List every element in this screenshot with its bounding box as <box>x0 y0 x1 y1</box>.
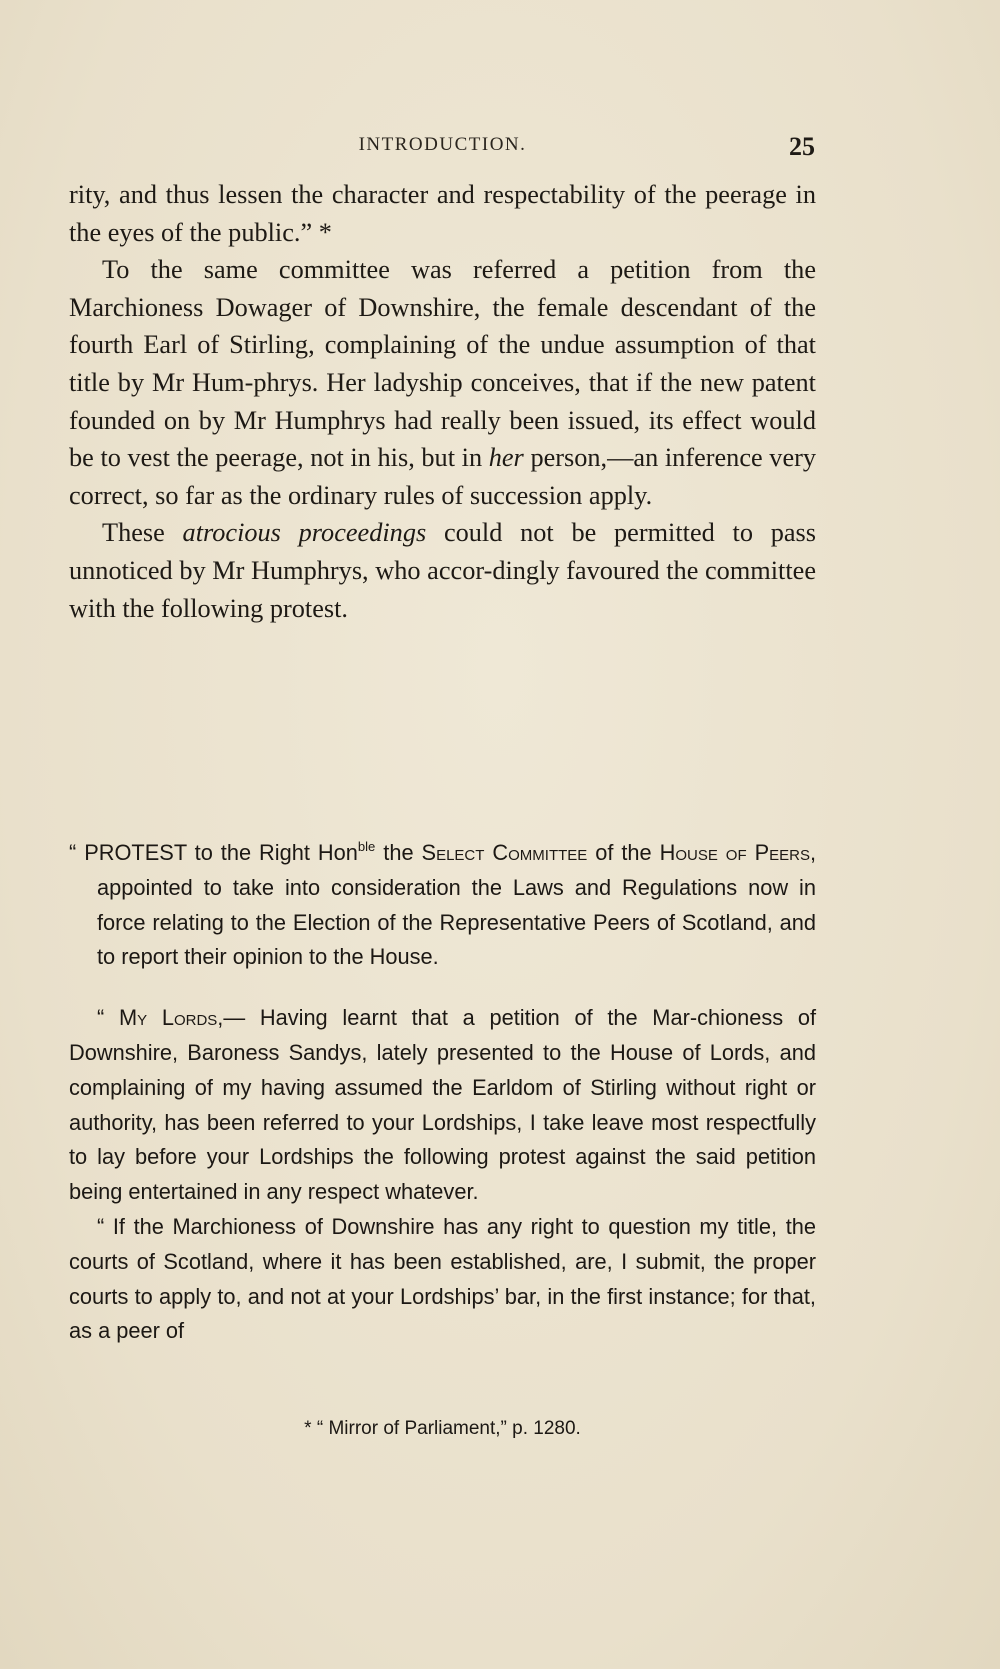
emphasis-her: her <box>488 443 524 473</box>
superscript-ble: ble <box>357 838 376 854</box>
page-header <box>70 128 815 164</box>
protest-paragraph-text: — Having learnt that a petition of the Mar-chioness of Downshire, Baroness Sandys, lately presented to the House of Lords, and complaining of my having assumed the Earldom of Stirling without right or authority, has been referred to your Lordships, I take leave most respectfully to lay before your Lordships the following protest against the said petition being entertained in any respect whatever. <box>69 1005 817 1205</box>
protest-heading-text: of the <box>595 840 652 865</box>
protest-heading-text: appointed to take into consideration the Laws and Regulations now in force relating to the Election of the Representative Peers of Scotland, and to report their opinion to the House. <box>97 874 816 970</box>
main-text <box>69 176 816 627</box>
paragraph-continuation: rity, and thus lessen the character and respectability of the peerage in the eyes of the public.” * <box>69 180 816 247</box>
running-head: INTRODUCTION. <box>358 134 527 155</box>
protest-quotation <box>69 836 816 1349</box>
protest-paragraph-marchioness: “ If the Marchioness of Downshire has any right to question my title, the courts of Scotland, where it has been established, are, I submit, the proper courts to apply to, and not at your Lordships’ bar, in the first instance; for that, as a peer of <box>69 1213 816 1344</box>
protest-heading-text: the <box>383 840 414 865</box>
emphasis-atrocious-proceedings: atrocious proceedings <box>182 518 427 548</box>
paragraph-text: To the same committee was referred a petition from the Marchioness Dowager of Downshire, the female descendant of the fourth Earl of Stirling, complaining of the undue assumption of that title by Mr Hum-phrys. Her ladyship conceives, that if the new patent founded on by Mr Humphrys had really been issued, its effect would be to vest the peerage, not in his, but in <box>69 255 816 473</box>
footnote: * “ Mirror of Parliament,” p. 1280. <box>304 1418 581 1439</box>
page-number: 25 <box>789 132 815 161</box>
paragraph-proceedings <box>69 514 816 627</box>
open-quote: “ <box>97 1005 105 1031</box>
paragraph-text: person,—an inference very correct, so far as the ordinary rules of succession apply. <box>69 443 817 510</box>
paragraph-text: These <box>102 518 165 548</box>
protest-paragraph-lords <box>69 1001 816 1210</box>
select-committee-smallcaps: Select Committee <box>421 840 588 865</box>
my-lords-smallcaps: My Lords, <box>118 1005 224 1031</box>
paragraph-petition <box>69 251 816 514</box>
protest-heading-text: “ PROTEST to the Right Hon <box>69 840 358 865</box>
house-of-peers-smallcaps: House of Peers, <box>659 840 817 865</box>
paragraph-text: could not be permitted to pass unnoticed by Mr Humphrys, who accor-dingly favoured the committee with the following protest. <box>69 518 817 623</box>
protest-heading <box>69 836 816 975</box>
